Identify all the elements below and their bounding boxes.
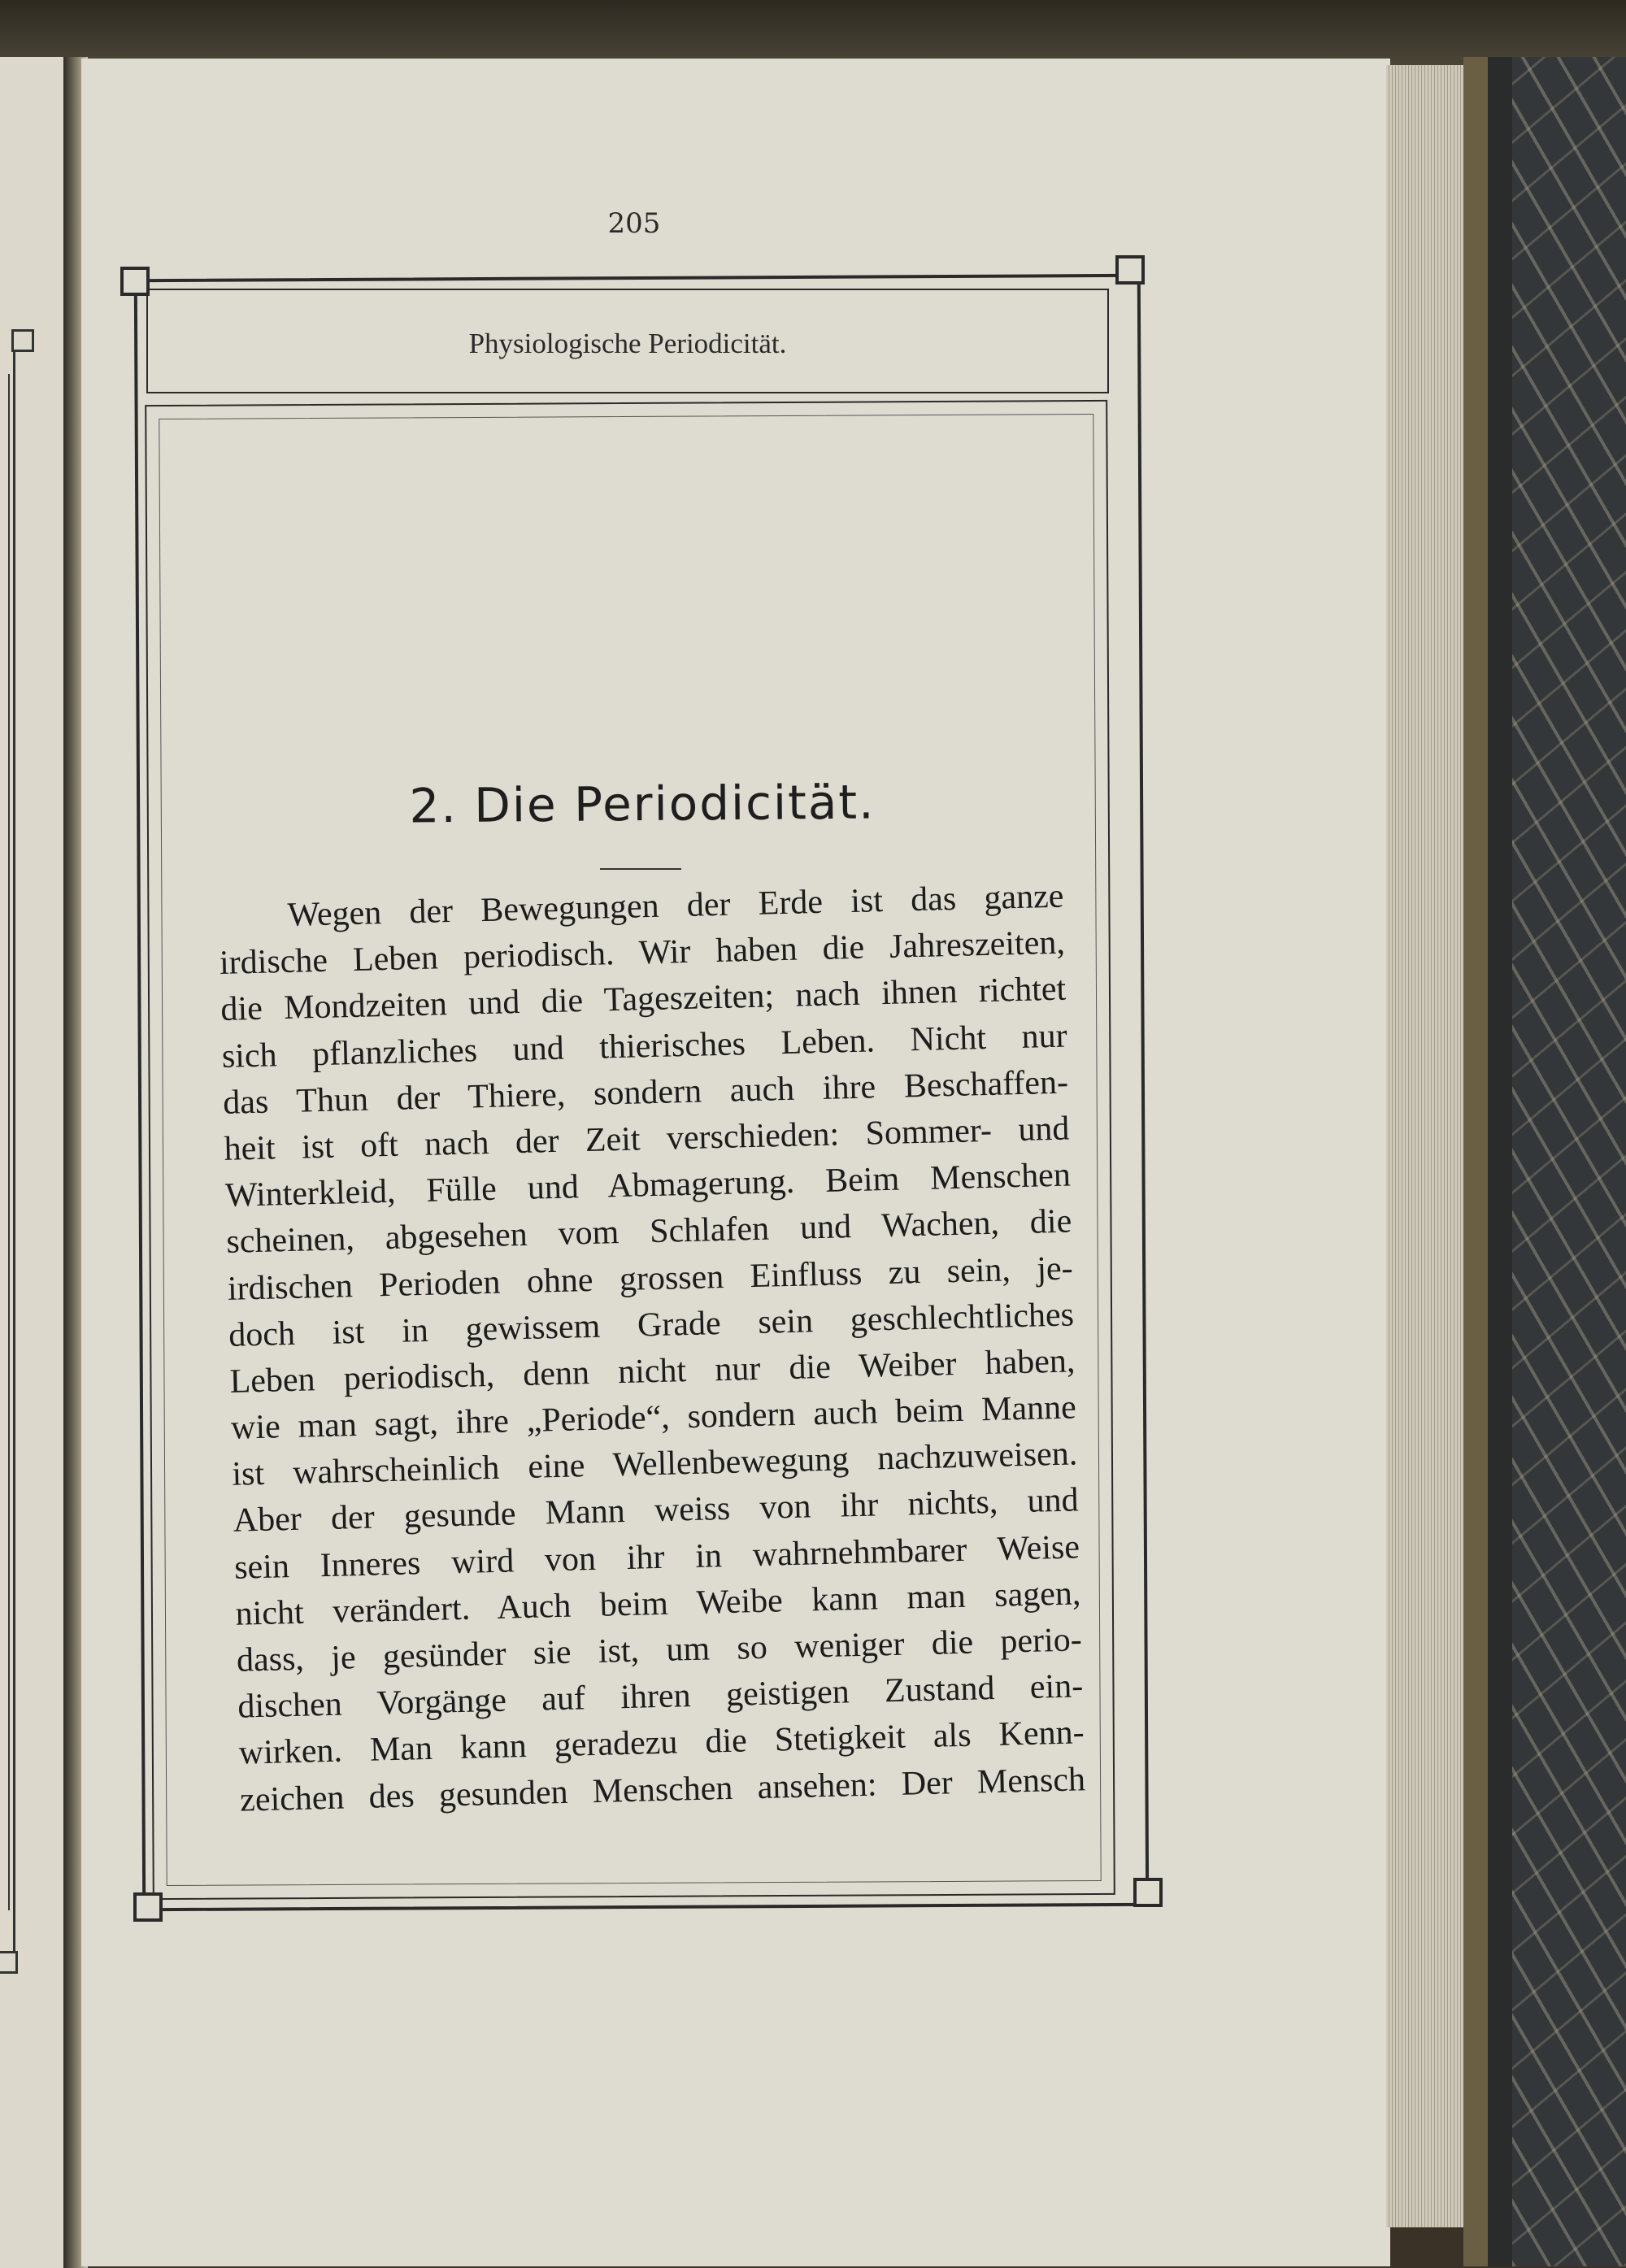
text-line: zeichen des gesunden Menschen ansehen: Der Mensch: [239, 1760, 1086, 1819]
text-line: Wegen der Bewegungen der Erde ist das ganze: [287, 877, 1064, 934]
body-text: [218, 874, 1086, 1824]
text-line: die Mondzeiten und die Tageszeiten; nach ihnen richtet: [220, 970, 1067, 1029]
text-line: sich pflanzliches und thierisches Leben. Nicht nur: [221, 1017, 1068, 1075]
text-line: das Thun der Thiere, sondern auch ihre Beschaffen-: [222, 1063, 1069, 1122]
title-divider-rule: [600, 868, 681, 870]
text-line: heit ist oft nach der Zeit verschieden: Sommer- und: [224, 1110, 1070, 1168]
corner-ornament-bottom-right: [1133, 1878, 1163, 1907]
left-page-inner-frame: [0, 374, 10, 1910]
text-line: doch ist in gewissem Grade sein geschlechtliches: [228, 1296, 1075, 1354]
text-line: Aber der gesunde Mann weiss von ihr nichts, und: [233, 1481, 1080, 1540]
left-page-corner-ornament: [0, 1951, 18, 1974]
running-title: Physiologische Periodicität.: [468, 328, 787, 359]
left-page-corner-ornament: [11, 329, 34, 352]
text-line: nicht verändert. Auch beim Weibe kann man sagen,: [235, 1575, 1081, 1633]
text-line: scheinen, abgesehen vom Schlafen und Wachen, die: [225, 1202, 1072, 1262]
back-cover: [1463, 57, 1626, 2266]
corner-ornament-top-left: [120, 267, 150, 296]
page-number: 205: [607, 207, 661, 240]
text-line: irdischen Perioden ohne grossen Einfluss zu sein, je-: [227, 1249, 1074, 1308]
cover-edge: [1463, 57, 1488, 2266]
text-line: wie man sagt, ihre „Periode“, sondern auch beim Manne: [230, 1388, 1077, 1447]
chapter-title: 2. Die Periodicität.: [409, 774, 876, 834]
marbled-endpaper: [1512, 57, 1626, 2266]
text-line: ist wahrscheinlich eine Wellenbewegung nachzuweisen.: [231, 1435, 1078, 1494]
text-line: sein Inneres wird von ihr in wahrnehmbarer Weise: [233, 1527, 1080, 1587]
header-box: [146, 289, 1109, 393]
text-line: irdische Leben periodisch. Wir haben die Jahreszeiten,: [219, 923, 1066, 983]
text-line: Leben periodisch, denn nicht nur die Weiber haben,: [229, 1342, 1076, 1401]
left-page: [0, 57, 68, 2268]
corner-ornament-bottom-left: [133, 1892, 163, 1922]
page-edges: [1386, 65, 1467, 2227]
text-line: dass, je gesünder sie ist, um so weniger die perio-: [236, 1621, 1083, 1679]
corner-ornament-top-right: [1115, 255, 1145, 285]
text-line: Winterkleid, Fülle und Abmagerung. Beim Menschen: [224, 1156, 1072, 1215]
text-line: wirken. Man kann geradezu die Stetigkeit als Kenn-: [238, 1714, 1085, 1773]
text-line: dischen Vorgänge auf ihren geistigen Zustand ein-: [237, 1667, 1084, 1726]
book-cover-top: [0, 0, 1626, 65]
